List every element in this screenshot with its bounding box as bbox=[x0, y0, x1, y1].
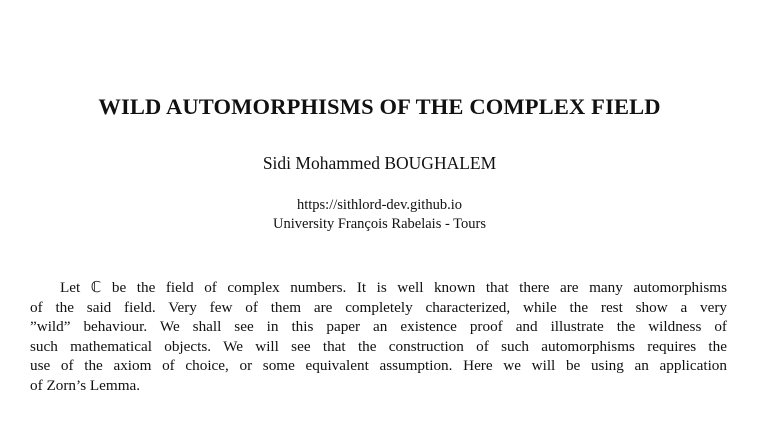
author-name: Sidi Mohammed BOUGHALEM bbox=[262, 153, 497, 173]
abstract-line: of Zorn’s Lemma. bbox=[30, 376, 141, 394]
abstract-line: Let ℂ be the field of complex numbers. It is well known that there are many automorphisms bbox=[60, 279, 727, 296]
paper-title: WILD AUTOMORPHISMS OF THE COMPLEX FIELD bbox=[98, 94, 661, 119]
abstract-line: use of the axiom of choice, or some equivalent assumption. Here we will be using an application bbox=[30, 357, 727, 375]
abstract-line: ”wild” behaviour. We shall see in this paper an existence proof and illustrate the wildness of bbox=[30, 318, 727, 336]
author-url: https://sithlord-dev.github.io bbox=[296, 197, 462, 213]
abstract-paragraph bbox=[30, 278, 727, 396]
abstract-line: such mathematical objects. We will see that the construction of such automorphisms requires the bbox=[30, 337, 727, 355]
abstract-line: of the said field. Very few of them are completely characterized, while the rest show a very bbox=[30, 298, 727, 316]
author-affiliation: University François Rabelais - Tours bbox=[273, 216, 486, 232]
